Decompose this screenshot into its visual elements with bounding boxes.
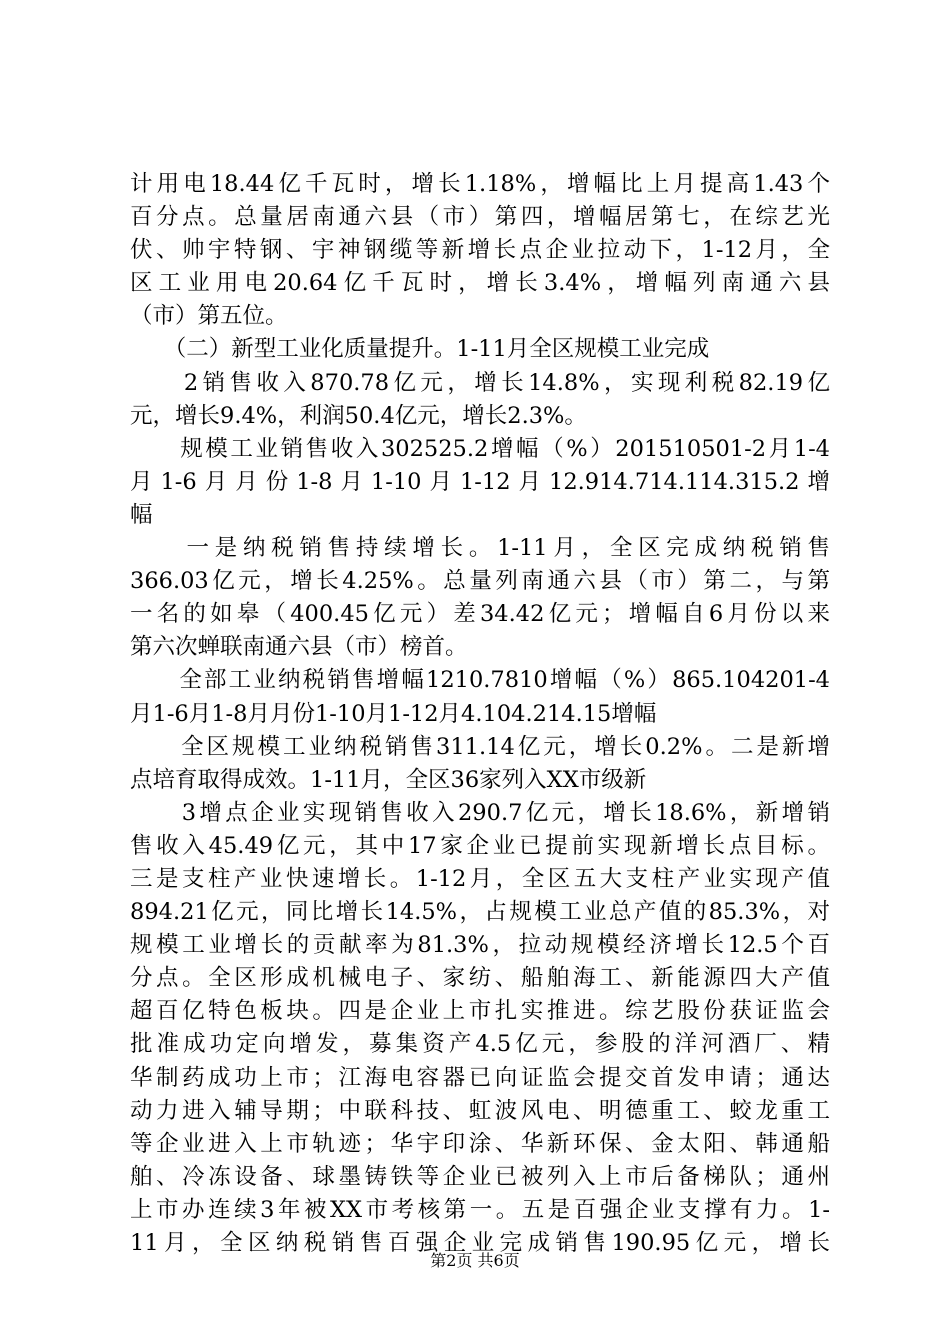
text-line: 华制药成功上市；江海电容器已向证监会提交首发申请；通达	[130, 1064, 830, 1091]
text-line: 全区规模工业纳税销售311.14亿元，增长0.2%。二是新增	[130, 733, 830, 760]
text-line: 上市办连续3年被XX市考核第一。五是百强企业支撑有力。1-	[130, 1196, 830, 1223]
text-line: 2销售收入870.78亿元，增长14.8%，实现利税82.19亿	[130, 369, 830, 396]
text-line: 幅	[130, 501, 153, 528]
text-line: 售收入45.49亿元，其中17家企业已提前实现新增长点目标。	[130, 832, 830, 859]
text-line: 元，增长9.4%，利润50.4亿元，增长2.3%。	[130, 402, 587, 429]
text-line: 伏、帅宇特钢、宇神钢缆等新增长点企业拉动下，1-12月，全	[130, 237, 830, 264]
text-line: 三是支柱产业快速增长。1-12月，全区五大支柱产业实现产值	[130, 865, 830, 892]
text-line: 全部工业纳税销售增幅1210.7810增幅（%）865.104201-4	[130, 667, 830, 694]
text-line: 第六次蝉联南通六县（市）榜首。	[130, 634, 468, 661]
text-line: 点培育取得成效。1-11月，全区36家列入XX市级新	[130, 766, 647, 793]
text-line: 区工业用电20.64亿千瓦时，增长3.4%，增幅列南通六县	[130, 270, 830, 297]
text-line: 等企业进入上市轨迹；华宇印涂、华新环保、金太阳、韩通船	[130, 1130, 830, 1157]
text-line: 11月，全区纳税销售百强企业完成销售190.95亿元，增长	[130, 1230, 830, 1256]
text-line: 366.03亿元，增长4.25%。总量列南通六县（市）第二，与第	[130, 568, 830, 595]
text-line: 3增点企业实现销售收入290.7亿元，增长18.6%，新增销	[130, 799, 830, 826]
text-line: 计用电18.44亿千瓦时，增长1.18%，增幅比上月提高1.43个	[130, 171, 830, 197]
text-line: 超百亿特色板块。四是企业上市扎实推进。综艺股份获证监会	[130, 998, 830, 1025]
page-footer: 第2页 共6页	[430, 1251, 520, 1270]
text-line: 月1-6月月份1-8月1-10月1-12月12.914.714.114.315.2增	[130, 468, 830, 495]
text-line: （市）第五位。	[130, 303, 288, 330]
text-line: 月1-6月1-8月月份1-10月1-12月4.104.214.15增幅	[130, 700, 657, 727]
text-line: 动力进入辅导期；中联科技、虹波风电、明德重工、蛟龙重工	[130, 1097, 830, 1124]
text-line: 规模工业销售收入302525.2增幅（%）201510501-2月1-4	[130, 435, 830, 462]
text-line: 规模工业增长的贡献率为81.3%，拉动规模经济增长12.5个百	[130, 932, 830, 959]
text-line: 批准成功定向增发，募集资产4.5亿元，参股的洋河酒厂、精	[130, 1031, 830, 1058]
text-line: 一是纳税销售持续增长。1-11月，全区完成纳税销售	[130, 535, 830, 562]
text-line: 分点。全区形成机械电子、家纺、船舶海工、新能源四大产值	[130, 965, 830, 992]
text-line: 894.21亿元，同比增长14.5%，占规模工业总产值的85.3%，对	[130, 899, 830, 926]
text-line: 舶、冷冻设备、球墨铸铁等企业已被列入上市后备梯队；通州	[130, 1163, 830, 1190]
document-body	[130, 168, 830, 1260]
text-line: （二）新型工业化质量提升。1-11月全区规模工业完成	[130, 336, 710, 363]
text-line: 百分点。总量居南通六县（市）第四，增幅居第七，在综艺光	[130, 204, 830, 231]
text-line: 一名的如皋（400.45亿元）差34.42亿元；增幅自6月份以来	[130, 601, 830, 628]
